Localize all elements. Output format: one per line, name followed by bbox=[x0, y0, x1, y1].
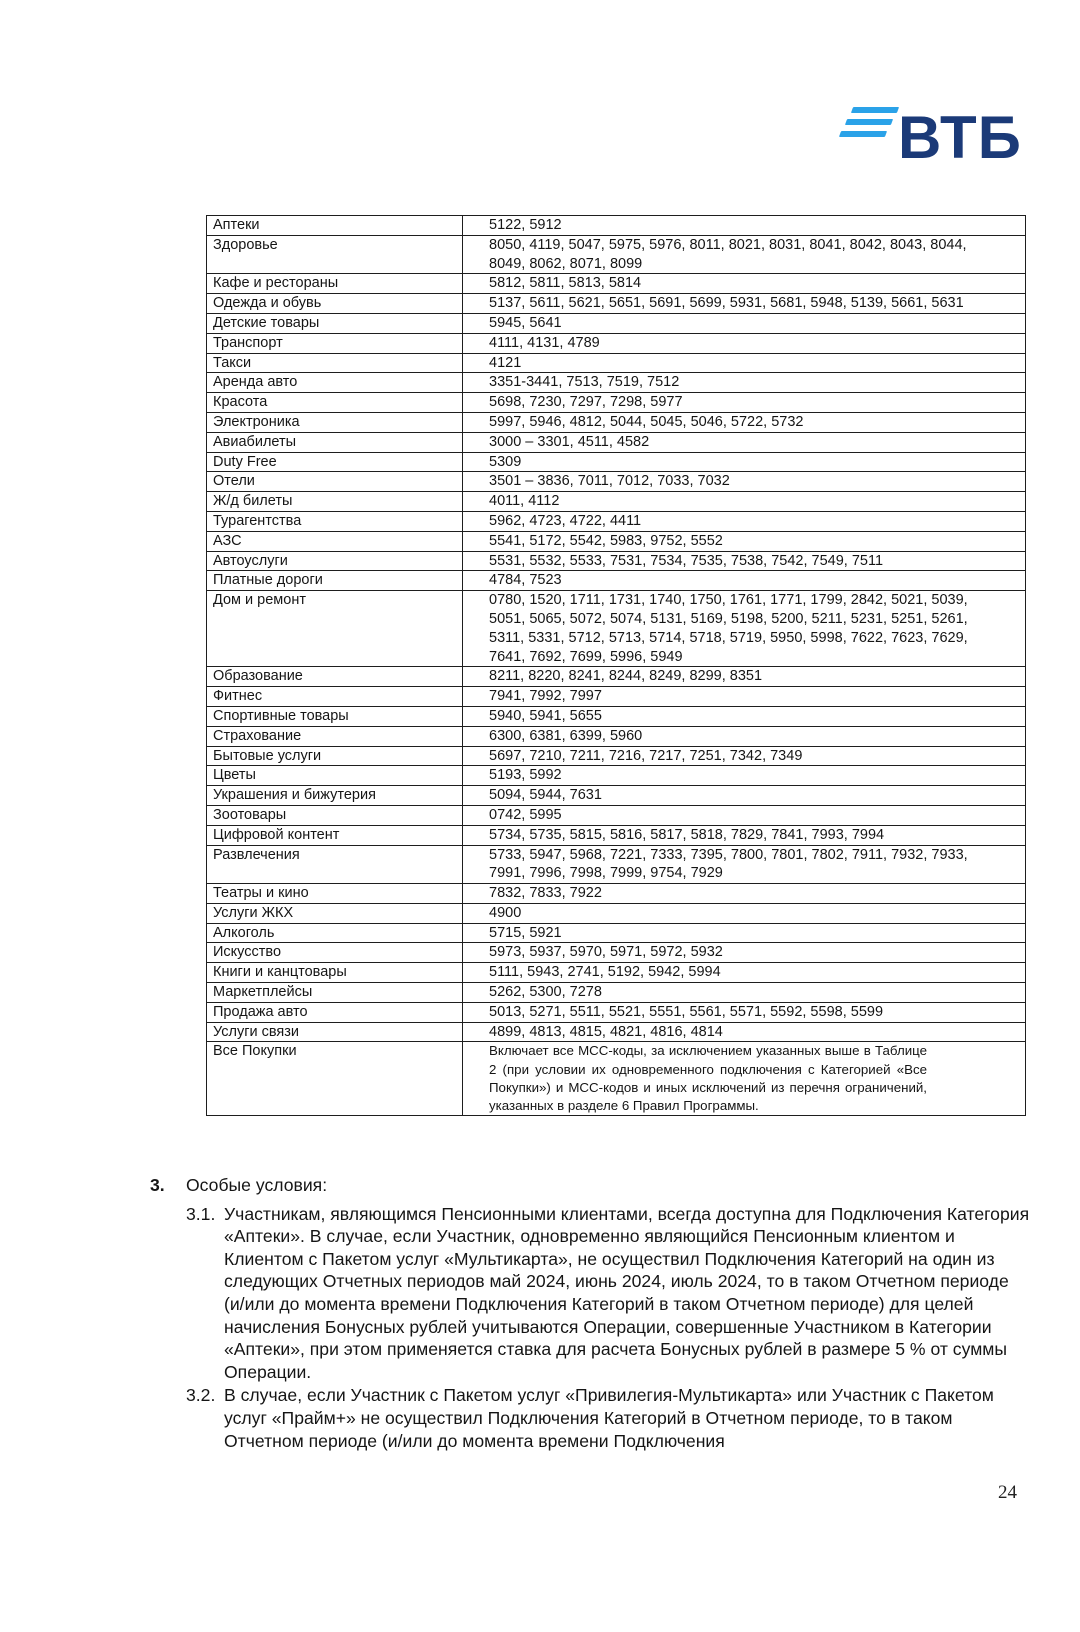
category-cell: Украшения и бижутерия bbox=[207, 786, 463, 806]
category-cell: Duty Free bbox=[207, 452, 463, 472]
clause-text: Участникам, являющимся Пенсионными клиентами, всегда доступна для Подключения Категория «Аптеки». В случае, если Участник, одновременно являющийся Пенсионным клиентом и Клиентом с Пакетом услуг «Мультикарта», не осуществил Подключения Категорий на один из следующих Отчетных периодов май 2024, июнь 2024, июль 2024, то в таком Отчетном периоде (и/или до момента времени Подключения Категорий в таком Отчетном периоде) для целей начисления Бонусных рублей учитываются Операции, совершенные Участником в Категории «Аптеки», при этом применяется ставка для расчета Бонусных рублей в размере 5 % от суммы Операции. bbox=[224, 1203, 1030, 1382]
category-cell: Отели bbox=[207, 472, 463, 492]
category-cell: Турагентства bbox=[207, 511, 463, 531]
table-row bbox=[207, 452, 1026, 472]
category-cell: АЗС bbox=[207, 531, 463, 551]
table-row bbox=[207, 746, 1026, 766]
table-row bbox=[207, 531, 1026, 551]
mcc-codes-cell: 0780, 1520, 1711, 1731, 1740, 1750, 1761, 1771, 1799, 2842, 5021, 5039, 5051, 5065, 5072, 5074, 5131, 5169, 5198, 5200, 5211, 5231, 5251, 5261, 5311, 5331, 5712, 5713, 5714, 5718, 5719, 5950, 5998, 7622, 7623, 7629, 7641, 7692, 7699, 5996, 5949 bbox=[463, 591, 1026, 667]
table-row bbox=[207, 884, 1026, 904]
category-cell: Зоотовары bbox=[207, 805, 463, 825]
mcc-codes-cell: 8050, 4119, 5047, 5975, 5976, 8011, 8021, 8031, 8041, 8042, 8043, 8044, 8049, 8062, 8071, 8099 bbox=[463, 235, 1026, 274]
table-row bbox=[207, 571, 1026, 591]
mcc-codes-cell: 3000 – 3301, 4511, 4582 bbox=[463, 432, 1026, 452]
category-cell: Такси bbox=[207, 353, 463, 373]
category-cell: Маркетплейсы bbox=[207, 983, 463, 1003]
table-row bbox=[207, 805, 1026, 825]
section-heading bbox=[150, 1174, 1030, 1197]
mcc-codes-cell: 5698, 7230, 7297, 7298, 5977 bbox=[463, 393, 1026, 413]
table-row bbox=[207, 294, 1026, 314]
mcc-codes-cell: 5137, 5611, 5621, 5651, 5691, 5699, 5931, 5681, 5948, 5139, 5661, 5631 bbox=[463, 294, 1026, 314]
category-cell: Аренда авто bbox=[207, 373, 463, 393]
mcc-codes-cell: 4784, 7523 bbox=[463, 571, 1026, 591]
category-cell: Цветы bbox=[207, 766, 463, 786]
mcc-codes-cell: 5940, 5941, 5655 bbox=[463, 706, 1026, 726]
mcc-codes-cell: 6300, 6381, 6399, 5960 bbox=[463, 726, 1026, 746]
mcc-codes-cell: 5962, 4723, 4722, 4411 bbox=[463, 511, 1026, 531]
table-row bbox=[207, 235, 1026, 274]
mcc-codes-cell: 5715, 5921 bbox=[463, 923, 1026, 943]
category-cell: Продажа авто bbox=[207, 1002, 463, 1022]
mcc-codes-cell: 4900 bbox=[463, 903, 1026, 923]
mcc-codes-cell: 5309 bbox=[463, 452, 1026, 472]
table-row bbox=[207, 591, 1026, 667]
category-cell: Бытовые услуги bbox=[207, 746, 463, 766]
table-row bbox=[207, 432, 1026, 452]
vtb-stripes-icon bbox=[840, 107, 900, 147]
table-row bbox=[207, 373, 1026, 393]
table-row bbox=[207, 353, 1026, 373]
mcc-codes-cell: 5262, 5300, 7278 bbox=[463, 983, 1026, 1003]
table-row bbox=[207, 393, 1026, 413]
category-cell: Театры и кино bbox=[207, 884, 463, 904]
mcc-codes-cell: 5531, 5532, 5533, 7531, 7534, 7535, 7538, 7542, 7549, 7511 bbox=[463, 551, 1026, 571]
mcc-codes-cell: 5734, 5735, 5815, 5816, 5817, 5818, 7829, 7841, 7993, 7994 bbox=[463, 825, 1026, 845]
category-cell: Услуги ЖКХ bbox=[207, 903, 463, 923]
category-cell: Одежда и обувь bbox=[207, 294, 463, 314]
table-row bbox=[207, 216, 1026, 236]
page-number: 24 bbox=[998, 1482, 1017, 1503]
table-row bbox=[207, 1002, 1026, 1022]
mcc-codes-cell: 5997, 5946, 4812, 5044, 5045, 5046, 5722, 5732 bbox=[463, 412, 1026, 432]
mcc-table-body bbox=[207, 216, 1026, 1116]
category-cell: Развлечения bbox=[207, 845, 463, 884]
mcc-codes-cell: 5094, 5944, 7631 bbox=[463, 786, 1026, 806]
category-cell: Страхование bbox=[207, 726, 463, 746]
table-row bbox=[207, 412, 1026, 432]
table-row bbox=[207, 472, 1026, 492]
mcc-codes-cell: 5111, 5943, 2741, 5192, 5942, 5994 bbox=[463, 963, 1026, 983]
mcc-codes-cell: 8211, 8220, 8241, 8244, 8249, 8299, 8351 bbox=[463, 667, 1026, 687]
mcc-codes-cell: 4011, 4112 bbox=[463, 492, 1026, 512]
table-row bbox=[207, 845, 1026, 884]
mcc-codes-cell: 5973, 5937, 5970, 5971, 5972, 5932 bbox=[463, 943, 1026, 963]
mcc-category-table bbox=[206, 215, 1026, 1116]
table-row bbox=[207, 786, 1026, 806]
table-row bbox=[207, 706, 1026, 726]
category-cell: Книги и канцтовары bbox=[207, 963, 463, 983]
category-cell: Детские товары bbox=[207, 313, 463, 333]
table-row bbox=[207, 687, 1026, 707]
table-row bbox=[207, 274, 1026, 294]
section-title: Особые условия: bbox=[186, 1175, 328, 1195]
mcc-codes-cell: 7832, 7833, 7922 bbox=[463, 884, 1026, 904]
category-cell: Дом и ремонт bbox=[207, 591, 463, 667]
category-cell: Транспорт bbox=[207, 333, 463, 353]
category-cell: Платные дороги bbox=[207, 571, 463, 591]
table-row bbox=[207, 943, 1026, 963]
mcc-codes-cell: 5013, 5271, 5511, 5521, 5551, 5561, 5571, 5592, 5598, 5599 bbox=[463, 1002, 1026, 1022]
category-cell: Алкоголь bbox=[207, 923, 463, 943]
table-row bbox=[207, 923, 1026, 943]
table-row bbox=[207, 667, 1026, 687]
category-cell: Ж/д билеты bbox=[207, 492, 463, 512]
mcc-codes-cell: 4121 bbox=[463, 353, 1026, 373]
category-cell: Красота bbox=[207, 393, 463, 413]
table-row bbox=[207, 1042, 1026, 1116]
mcc-codes-cell: 5812, 5811, 5813, 5814 bbox=[463, 274, 1026, 294]
clause-number: 3.1. bbox=[186, 1203, 216, 1224]
table-row bbox=[207, 333, 1026, 353]
table-row bbox=[207, 492, 1026, 512]
category-cell: Авиабилеты bbox=[207, 432, 463, 452]
mcc-codes-cell: 5541, 5172, 5542, 5983, 9752, 5552 bbox=[463, 531, 1026, 551]
category-cell: Аптеки bbox=[207, 216, 463, 236]
category-cell: Кафе и рестораны bbox=[207, 274, 463, 294]
mcc-codes-cell: 4111, 4131, 4789 bbox=[463, 333, 1026, 353]
table-row bbox=[207, 825, 1026, 845]
category-cell: Услуги связи bbox=[207, 1022, 463, 1042]
mcc-codes-cell: 5193, 5992 bbox=[463, 766, 1026, 786]
table-row bbox=[207, 551, 1026, 571]
mcc-codes-cell: 7941, 7992, 7997 bbox=[463, 687, 1026, 707]
clause-3-2 bbox=[150, 1384, 1030, 1452]
table-row bbox=[207, 313, 1026, 333]
mcc-codes-cell: 3501 – 3836, 7011, 7012, 7033, 7032 bbox=[463, 472, 1026, 492]
category-cell: Электроника bbox=[207, 412, 463, 432]
mcc-codes-cell: 5122, 5912 bbox=[463, 216, 1026, 236]
section-special-conditions bbox=[150, 1174, 1030, 1453]
category-cell: Все Покупки bbox=[207, 1042, 463, 1116]
mcc-codes-cell: 5733, 5947, 5968, 7221, 7333, 7395, 7800, 7801, 7802, 7911, 7932, 7933, 7991, 7996, 7998, 7999, 9754, 7929 bbox=[463, 845, 1026, 884]
vtb-logo bbox=[840, 104, 1020, 174]
category-cell: Искусство bbox=[207, 943, 463, 963]
mcc-codes-cell: 5697, 7210, 7211, 7216, 7217, 7251, 7342, 7349 bbox=[463, 746, 1026, 766]
table-row bbox=[207, 766, 1026, 786]
table-row bbox=[207, 1022, 1026, 1042]
table-row bbox=[207, 983, 1026, 1003]
mcc-codes-cell: 0742, 5995 bbox=[463, 805, 1026, 825]
mcc-codes-cell: 5945, 5641 bbox=[463, 313, 1026, 333]
mcc-codes-cell: 4899, 4813, 4815, 4821, 4816, 4814 bbox=[463, 1022, 1026, 1042]
logo-text: ВТБ bbox=[898, 104, 1022, 171]
table-row bbox=[207, 903, 1026, 923]
clause-number: 3.2. bbox=[186, 1385, 216, 1406]
mcc-codes-cell: 3351-3441, 7513, 7519, 7512 bbox=[463, 373, 1026, 393]
category-cell: Фитнес bbox=[207, 687, 463, 707]
mcc-codes-cell: Включает все МСС-коды, за исключением указанных выше в Таблице 2 (при условии их одновременного подключения с Категорией «Все Покупки») и МСС-кодов и иных исключений из перечня ограничений, указанных в разделе 6 Правил Программы. bbox=[463, 1042, 1026, 1116]
section-number: 3. bbox=[150, 1175, 165, 1195]
table-row bbox=[207, 963, 1026, 983]
clause-text: В случае, если Участник с Пакетом услуг «Привилегия-Мультикарта» или Участник с Пакетом услуг «Прайм+» не осуществил Подключения Категорий в Отчетном периоде, то в таком Отчетном периоде (и/или до момента времени Подключения bbox=[224, 1385, 994, 1451]
table-row bbox=[207, 511, 1026, 531]
category-cell: Здоровье bbox=[207, 235, 463, 274]
table-row bbox=[207, 726, 1026, 746]
category-cell: Образование bbox=[207, 667, 463, 687]
category-cell: Цифровой контент bbox=[207, 825, 463, 845]
category-cell: Автоуслуги bbox=[207, 551, 463, 571]
category-cell: Спортивные товары bbox=[207, 706, 463, 726]
clause-3-1 bbox=[150, 1203, 1030, 1384]
